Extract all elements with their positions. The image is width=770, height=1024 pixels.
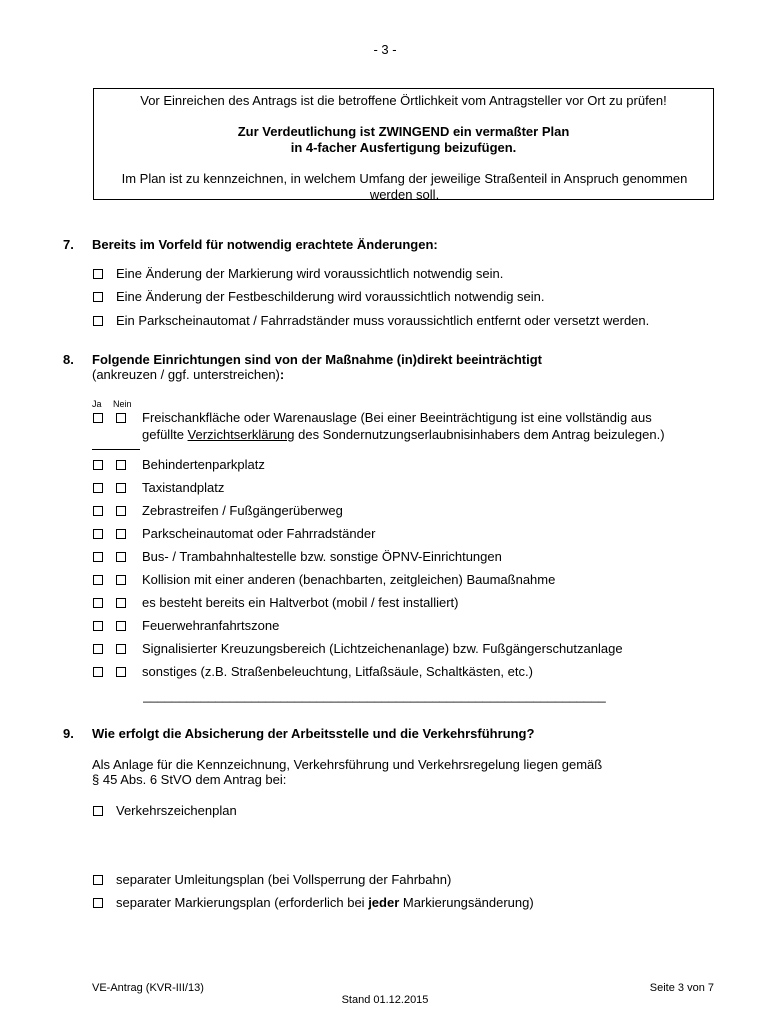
item-label: Feuerwehranfahrtszone bbox=[142, 618, 280, 633]
checkbox-ja[interactable] bbox=[93, 667, 103, 677]
checkbox-nein[interactable] bbox=[116, 529, 126, 539]
checkbox-ja[interactable] bbox=[93, 575, 103, 585]
item-label-part: Markierungsänderung) bbox=[399, 895, 534, 910]
checkbox-ja[interactable] bbox=[93, 483, 103, 493]
checkbox-ja[interactable] bbox=[93, 644, 103, 654]
section7-number: 7. bbox=[63, 237, 74, 252]
footer-page-count: Seite 3 von 7 bbox=[649, 982, 714, 994]
item-label-part: separater Markierungsplan (erforderlich bei bbox=[116, 895, 369, 910]
column-ja: Ja bbox=[92, 399, 102, 409]
item-label: es besteht bereits ein Haltverbot (mobil / fest installiert) bbox=[142, 595, 459, 610]
notice-bold bbox=[94, 124, 713, 156]
section9-intro-line1: Als Anlage für die Kennzeichnung, Verkehrsführung und Verkehrsregelung liegen gemäß bbox=[92, 757, 603, 772]
notice-box bbox=[93, 88, 714, 200]
page-number: - 3 - bbox=[373, 42, 397, 57]
notice-bold-line2: in 4-facher Ausfertigung beizufügen. bbox=[290, 140, 517, 155]
item-label-part: des Sondernutzungserlaubnisinhabers dem Antrag beizulegen.) bbox=[294, 427, 665, 442]
checkbox-nein[interactable] bbox=[116, 621, 126, 631]
checkbox-nein[interactable] bbox=[116, 552, 126, 562]
section9-number: 9. bbox=[63, 726, 74, 741]
checkbox-nein[interactable] bbox=[116, 667, 126, 677]
item-label bbox=[116, 895, 534, 911]
notice-bold-line1: Zur Verdeutlichung ist ZWINGEND ein vermaßter Plan bbox=[237, 124, 570, 139]
checkbox-ja[interactable] bbox=[93, 460, 103, 470]
checkbox[interactable] bbox=[93, 806, 103, 816]
item-label: Signalisierter Kreuzungsbereich (Lichtzeichenanlage) bzw. Fußgängerschutzanlage bbox=[142, 641, 623, 656]
checkbox-nein[interactable] bbox=[116, 598, 126, 608]
checkbox-nein[interactable] bbox=[116, 483, 126, 493]
item-label: Kollision mit einer anderen (benachbarten, zeitgleichen) Baumaßnahme bbox=[142, 572, 556, 587]
checkbox-nein[interactable] bbox=[116, 644, 126, 654]
section8-subtitle bbox=[92, 367, 284, 382]
section7-title: Bereits im Vorfeld für notwendig erachtete Änderungen: bbox=[92, 237, 438, 252]
item-label: Zebrastreifen / Fußgängerüberweg bbox=[142, 503, 343, 518]
item-label-bold: jeder bbox=[368, 895, 400, 910]
checkbox-ja[interactable] bbox=[93, 552, 103, 562]
checkbox[interactable] bbox=[93, 316, 103, 326]
footer-date: Stand 01.12.2015 bbox=[341, 994, 429, 1006]
item-label: Freischankfläche oder Warenauslage (Bei einer Beeinträchtigung ist eine vollständig aus bbox=[142, 410, 652, 425]
section9-title: Wie erfolgt die Absicherung der Arbeitsstelle und die Verkehrsführung? bbox=[92, 726, 535, 741]
item-label: Verkehrszeichenplan bbox=[116, 803, 237, 818]
section8-item-freischank-line2 bbox=[142, 427, 665, 443]
other-blank-line[interactable]: ________________________________________________________________ bbox=[143, 688, 606, 703]
item-label: sonstiges (z.B. Straßenbeleuchtung, Litfaßsäule, Schaltkästen, etc.) bbox=[142, 664, 533, 679]
item-label: Behindertenparkplatz bbox=[142, 457, 265, 472]
section9-intro-line2: § 45 Abs. 6 StVO dem Antrag bei: bbox=[92, 772, 287, 787]
checkbox[interactable] bbox=[93, 898, 103, 908]
notice-line: Vor Einreichen des Antrags ist die betroffene Örtlichkeit vom Antragsteller vor Ort zu prüfen! bbox=[140, 93, 667, 108]
checkbox-ja[interactable] bbox=[93, 598, 103, 608]
section8-title: Folgende Einrichtungen sind von der Maßnahme (in)direkt beeinträchtigt bbox=[92, 352, 542, 367]
checkbox-ja[interactable] bbox=[93, 621, 103, 631]
divider bbox=[92, 449, 140, 450]
section8-subtitle-colon: : bbox=[279, 367, 285, 382]
item-label: Parkscheinautomat oder Fahrradständer bbox=[142, 526, 376, 541]
column-nein: Nein bbox=[113, 399, 132, 409]
checkbox-nein[interactable] bbox=[116, 413, 126, 423]
checkbox-ja[interactable] bbox=[93, 413, 103, 423]
section8-number: 8. bbox=[63, 352, 74, 367]
footer-form-id: VE-Antrag (KVR-III/13) bbox=[92, 982, 204, 994]
notice-plan-hint: Im Plan ist zu kennzeichnen, in welchem Umfang der jeweilige Straßenteil in Anspruch genommen werden soll. bbox=[121, 171, 688, 202]
checkbox-ja[interactable] bbox=[93, 529, 103, 539]
checkbox-nein[interactable] bbox=[116, 575, 126, 585]
checkbox[interactable] bbox=[93, 292, 103, 302]
item-label: separater Umleitungsplan (bei Vollsperrung der Fahrbahn) bbox=[116, 872, 452, 887]
checkbox[interactable] bbox=[93, 875, 103, 885]
section7-item-label: Ein Parkscheinautomat / Fahrradständer muss voraussichtlich entfernt oder versetzt werden. bbox=[116, 313, 650, 328]
section7-item-label: Eine Änderung der Markierung wird voraussichtlich notwendig sein. bbox=[116, 266, 504, 281]
checkbox-nein[interactable] bbox=[116, 460, 126, 470]
item-label: Bus- / Trambahnhaltestelle bzw. sonstige ÖPNV-Einrichtungen bbox=[142, 549, 502, 564]
section7-item-label: Eine Änderung der Festbeschilderung wird voraussichtlich notwendig sein. bbox=[116, 289, 545, 304]
verzichtserklaerung-link[interactable]: Verzichtserklärung bbox=[187, 427, 295, 442]
checkbox[interactable] bbox=[93, 269, 103, 279]
checkbox-nein[interactable] bbox=[116, 506, 126, 516]
item-label-part: gefüllte bbox=[142, 427, 188, 442]
item-label: Taxistandplatz bbox=[142, 480, 225, 495]
section8-subtitle-text: (ankreuzen / ggf. unterstreichen) bbox=[92, 367, 280, 382]
checkbox-ja[interactable] bbox=[93, 506, 103, 516]
